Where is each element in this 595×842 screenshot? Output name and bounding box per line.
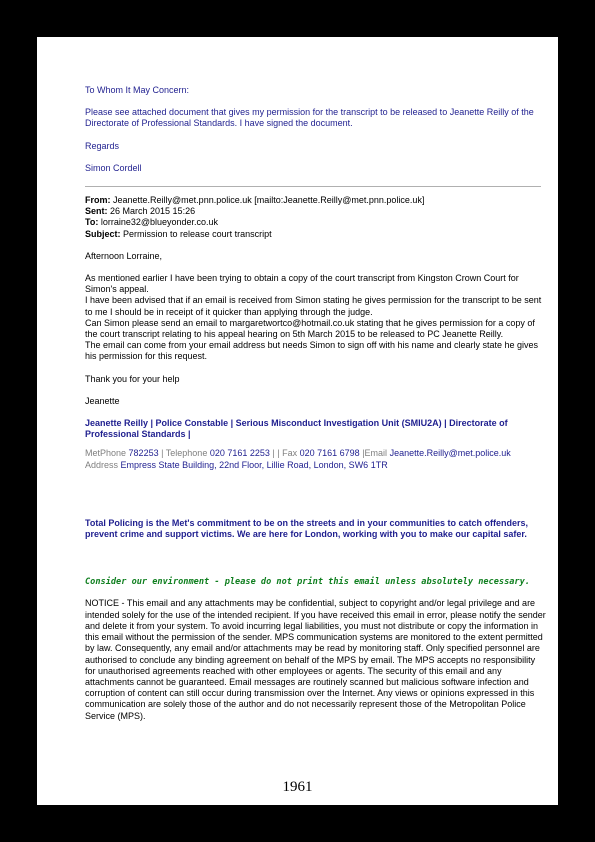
metphone-value: 782253 xyxy=(128,448,159,459)
message-line-1: As mentioned earlier I have been trying to obtain a copy of the court transcript from Kingston Crown Court for Simon's appeal. xyxy=(85,273,519,295)
subject-label: Subject: xyxy=(85,228,121,239)
address-value: Empress State Building, 22nd Floor, Lillie Road, London, SW6 1TR xyxy=(120,459,388,470)
to-value[interactable]: lorraine32@blueyonder.co.uk xyxy=(100,217,219,228)
from-value[interactable]: Jeanette.Reilly@met.pnn.police.uk [mailto:Jeanette.Reilly@met.pnn.police.uk] xyxy=(113,195,425,206)
signature-name-line: Jeanette Reilly | Police Constable | Serious Misconduct Investigation Unit (SMIU2A) | Directorate of Professional Standards | xyxy=(85,418,508,440)
telephone-label: | Telephone xyxy=(161,448,208,459)
subject-value: Permission to release court transcript xyxy=(123,228,272,239)
from-row xyxy=(85,195,547,206)
from-label: From: xyxy=(85,195,111,206)
message-line-2: I have been advised that if an email is received from Simon stating he gives permission for the transcript to be sent to me I should be in receipt of it quicker than applying through the judge. xyxy=(85,295,542,317)
metphone-label: MetPhone xyxy=(85,448,127,459)
sent-label: Sent: xyxy=(85,206,108,217)
telephone-value: 020 7161 2253 xyxy=(209,448,270,459)
email-headers xyxy=(85,195,547,240)
policing-statement: Total Policing is the Met's commitment to be on the streets and in your communities to catch offenders, prevent crime and support victims. We are here for London, working with you to make our capital safer. xyxy=(85,517,529,540)
sent-row xyxy=(85,206,547,217)
message-line-4: The email can come from your email address but needs Simon to sign off with his name and clearly state he gives his permission for this request. xyxy=(85,340,539,362)
legal-notice: NOTICE - This email and any attachments may be confidential, subject to copyright and/or legal privilege and are intended solely for the use of the intended recipient. If you have received this email in error, please notify the sender and delete it from your system. To avoid incurring legal liabilities, you must not distribute or copy the information in this email without the permission of the sender. MPS communication systems are monitored to the extent permitted by law. Consequently, any email and/or attachments may be read by monitoring staff. Only specified personnel are authorised to conclude any binding agreement on behalf of the MPS by email. The MPS accepts no responsibility for unauthorised agreements reached with other employees or agents. The security of this email and any attachments cannot be guaranteed. Email messages are routinely scanned but malicious software infection and corruption of content can still occur during transmission over the Internet. Any views or opinions expressed in this communication are solely those of the author and do not necessarily represent those of the Metropolitan Police Service (MPS). xyxy=(85,598,546,721)
page-number: 1961 xyxy=(282,779,313,795)
message-salutation: Afternoon Lorraine, xyxy=(85,250,163,261)
fax-value: 020 7161 6798 xyxy=(299,448,360,459)
email-value[interactable]: Jeanette.Reilly@met.police.uk xyxy=(389,448,511,459)
subject-row xyxy=(85,229,547,240)
email-content xyxy=(85,85,547,722)
fax-label: | | Fax xyxy=(272,448,298,459)
sent-value: 26 March 2015 15:26 xyxy=(110,206,196,217)
header-divider xyxy=(85,186,541,187)
message-sender: Jeanette xyxy=(85,395,120,406)
signature-address-line xyxy=(85,460,547,471)
address-label: Address xyxy=(85,459,119,470)
to-label: To: xyxy=(85,217,99,228)
intro-greeting: To Whom It May Concern: xyxy=(85,85,190,95)
document-page xyxy=(37,37,558,805)
to-row xyxy=(85,217,547,228)
message-line-3: Can Simon please send an email to margaretwortco@hotmail.co.uk stating that he gives permission for a copy of the court transcript relating to his appeal hearing on 5th March 2015 to be released to PC Jeanette Reilly. xyxy=(85,317,535,340)
signature-contact-line xyxy=(85,448,547,459)
intro-body: Please see attached document that gives my permission for the transcript to be released to Jeanette Reilly of the Directorate of Professional Standards. I have signed the document. xyxy=(85,107,534,129)
intro-closing: Regards xyxy=(85,140,120,151)
intro-signature: Simon Cordell xyxy=(85,162,142,173)
environment-note: Consider our environment - please do not print this email unless absolutely necessary. xyxy=(85,577,530,588)
message-thanks: Thank you for your help xyxy=(85,373,180,384)
email-label: |Email xyxy=(362,448,388,459)
